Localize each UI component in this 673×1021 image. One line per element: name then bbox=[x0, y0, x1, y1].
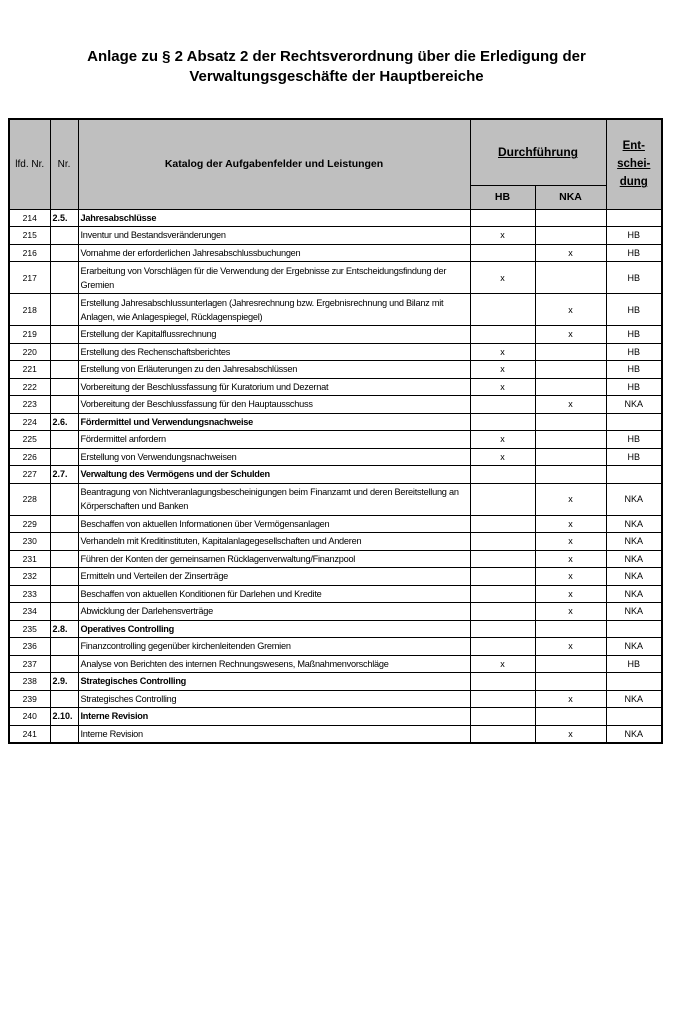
row-nr bbox=[50, 361, 78, 379]
table-row bbox=[9, 396, 662, 414]
row-lfd-nr: 235 bbox=[9, 620, 50, 638]
row-entscheidung: HB bbox=[606, 326, 662, 344]
row-hb bbox=[470, 209, 535, 227]
row-nka: x bbox=[535, 515, 606, 533]
row-nr bbox=[50, 638, 78, 656]
row-hb bbox=[470, 620, 535, 638]
row-nka bbox=[535, 448, 606, 466]
row-lfd-nr: 240 bbox=[9, 708, 50, 726]
row-lfd-nr: 241 bbox=[9, 725, 50, 743]
row-text: Vorbereitung der Beschlussfassung für den Hauptausschuss bbox=[78, 396, 470, 414]
row-nka: x bbox=[535, 725, 606, 743]
row-nr bbox=[50, 533, 78, 551]
table-row bbox=[9, 585, 662, 603]
row-lfd-nr: 225 bbox=[9, 431, 50, 449]
row-hb: x bbox=[470, 378, 535, 396]
section-row bbox=[9, 673, 662, 691]
row-lfd-nr: 219 bbox=[9, 326, 50, 344]
row-nr bbox=[50, 262, 78, 294]
row-lfd-nr: 222 bbox=[9, 378, 50, 396]
row-text: Strategisches Controlling bbox=[78, 690, 470, 708]
row-nr: 2.9. bbox=[50, 673, 78, 691]
row-nka bbox=[535, 620, 606, 638]
row-lfd-nr: 230 bbox=[9, 533, 50, 551]
section-row bbox=[9, 209, 662, 227]
row-hb bbox=[470, 585, 535, 603]
row-lfd-nr: 238 bbox=[9, 673, 50, 691]
row-entscheidung: HB bbox=[606, 244, 662, 262]
row-nr bbox=[50, 585, 78, 603]
row-entscheidung: HB bbox=[606, 227, 662, 245]
row-nr bbox=[50, 326, 78, 344]
row-nr bbox=[50, 294, 78, 326]
catalog-table bbox=[8, 118, 663, 744]
row-text: Analyse von Berichten des internen Rechnungswesens, Maßnahmenvorschläge bbox=[78, 655, 470, 673]
row-entscheidung: HB bbox=[606, 448, 662, 466]
row-nr bbox=[50, 396, 78, 414]
row-nka bbox=[535, 673, 606, 691]
row-lfd-nr: 216 bbox=[9, 244, 50, 262]
row-nka: x bbox=[535, 585, 606, 603]
row-nr bbox=[50, 244, 78, 262]
row-nr bbox=[50, 725, 78, 743]
row-hb: x bbox=[470, 431, 535, 449]
row-hb bbox=[470, 466, 535, 484]
row-nr bbox=[50, 568, 78, 586]
row-lfd-nr: 228 bbox=[9, 483, 50, 515]
header-nr: Nr. bbox=[50, 119, 78, 209]
table-row bbox=[9, 550, 662, 568]
row-nr: 2.5. bbox=[50, 209, 78, 227]
table-row bbox=[9, 483, 662, 515]
header-ent-line-1: Ent- bbox=[622, 140, 645, 153]
row-text: Inventur und Bestandsveränderungen bbox=[78, 227, 470, 245]
row-hb bbox=[470, 515, 535, 533]
row-nr bbox=[50, 227, 78, 245]
row-text: Ermitteln und Verteilen der Zinserträge bbox=[78, 568, 470, 586]
row-lfd-nr: 223 bbox=[9, 396, 50, 414]
row-nr bbox=[50, 690, 78, 708]
table-row bbox=[9, 361, 662, 379]
row-hb bbox=[470, 708, 535, 726]
row-lfd-nr: 215 bbox=[9, 227, 50, 245]
table-row bbox=[9, 655, 662, 673]
row-entscheidung: NKA bbox=[606, 690, 662, 708]
row-nka bbox=[535, 227, 606, 245]
row-nka bbox=[535, 262, 606, 294]
row-entscheidung: NKA bbox=[606, 568, 662, 586]
row-lfd-nr: 234 bbox=[9, 603, 50, 621]
row-lfd-nr: 239 bbox=[9, 690, 50, 708]
table-row bbox=[9, 294, 662, 326]
row-text: Beschaffen von aktuellen Informationen über Vermögensanlagen bbox=[78, 515, 470, 533]
row-text: Erstellung der Kapitalflussrechnung bbox=[78, 326, 470, 344]
row-text: Strategisches Controlling bbox=[78, 673, 470, 691]
header-nka: NKA bbox=[535, 185, 606, 209]
row-nka bbox=[535, 708, 606, 726]
row-lfd-nr: 218 bbox=[9, 294, 50, 326]
row-lfd-nr: 232 bbox=[9, 568, 50, 586]
row-hb: x bbox=[470, 262, 535, 294]
section-row bbox=[9, 708, 662, 726]
row-lfd-nr: 214 bbox=[9, 209, 50, 227]
title-line-1: Anlage zu § 2 Absatz 2 der Rechtsverordnung über die Erledigung der bbox=[87, 48, 586, 65]
header-durchfuehrung: Durchführung bbox=[470, 119, 606, 185]
row-nr: 2.8. bbox=[50, 620, 78, 638]
row-text: Operatives Controlling bbox=[78, 620, 470, 638]
row-nka: x bbox=[535, 483, 606, 515]
row-nr: 2.7. bbox=[50, 466, 78, 484]
row-lfd-nr: 220 bbox=[9, 343, 50, 361]
row-nka: x bbox=[535, 396, 606, 414]
row-entscheidung: NKA bbox=[606, 533, 662, 551]
row-text: Fördermittel anfordern bbox=[78, 431, 470, 449]
row-entscheidung bbox=[606, 209, 662, 227]
row-entscheidung: NKA bbox=[606, 725, 662, 743]
row-nka: x bbox=[535, 244, 606, 262]
row-lfd-nr: 229 bbox=[9, 515, 50, 533]
row-text: Beschaffen von aktuellen Konditionen für Darlehen und Kredite bbox=[78, 585, 470, 603]
row-nka: x bbox=[535, 690, 606, 708]
row-nka bbox=[535, 378, 606, 396]
row-nr bbox=[50, 483, 78, 515]
row-hb bbox=[470, 638, 535, 656]
row-text: Erarbeitung von Vorschlägen für die Verwendung der Ergebnisse zur Entscheidungsfindung der Gremien bbox=[78, 262, 470, 294]
row-nka bbox=[535, 655, 606, 673]
table-row bbox=[9, 244, 662, 262]
row-entscheidung: HB bbox=[606, 343, 662, 361]
table-row bbox=[9, 262, 662, 294]
row-entscheidung: NKA bbox=[606, 515, 662, 533]
table-row bbox=[9, 603, 662, 621]
title-line-2: Verwaltungsgeschäfte der Hauptbereiche bbox=[189, 68, 484, 85]
row-hb bbox=[470, 725, 535, 743]
row-text: Finanzcontrolling gegenüber kirchenleitenden Gremien bbox=[78, 638, 470, 656]
row-lfd-nr: 217 bbox=[9, 262, 50, 294]
row-entscheidung: HB bbox=[606, 294, 662, 326]
row-hb bbox=[470, 568, 535, 586]
row-hb bbox=[470, 550, 535, 568]
header-lfd-nr: lfd. Nr. bbox=[9, 119, 50, 209]
row-entscheidung bbox=[606, 673, 662, 691]
row-lfd-nr: 237 bbox=[9, 655, 50, 673]
section-row bbox=[9, 620, 662, 638]
row-hb bbox=[470, 413, 535, 431]
row-entscheidung bbox=[606, 413, 662, 431]
row-text: Interne Revision bbox=[78, 725, 470, 743]
row-nka bbox=[535, 343, 606, 361]
section-row bbox=[9, 466, 662, 484]
row-hb bbox=[470, 603, 535, 621]
row-hb bbox=[470, 244, 535, 262]
table-row bbox=[9, 533, 662, 551]
row-text: Erstellung Jahresabschlussunterlagen (Jahresrechnung bzw. Ergebnisrechnung und Bilanz mit Anlagen, wie Anlagespiegel, Rücklagenspiegel) bbox=[78, 294, 470, 326]
row-nka bbox=[535, 413, 606, 431]
row-nka: x bbox=[535, 294, 606, 326]
row-entscheidung: HB bbox=[606, 262, 662, 294]
table-row bbox=[9, 448, 662, 466]
row-lfd-nr: 226 bbox=[9, 448, 50, 466]
row-nka bbox=[535, 431, 606, 449]
row-text: Führen der Konten der gemeinsamen Rücklagenverwaltung/Finanzpool bbox=[78, 550, 470, 568]
header-ent-line-3: dung bbox=[619, 176, 648, 189]
table-row bbox=[9, 568, 662, 586]
row-entscheidung: NKA bbox=[606, 585, 662, 603]
row-hb bbox=[470, 673, 535, 691]
row-nka: x bbox=[535, 603, 606, 621]
row-text: Vorbereitung der Beschlussfassung für Kuratorium und Dezernat bbox=[78, 378, 470, 396]
row-lfd-nr: 227 bbox=[9, 466, 50, 484]
row-nr bbox=[50, 603, 78, 621]
row-nka: x bbox=[535, 533, 606, 551]
row-entscheidung: HB bbox=[606, 655, 662, 673]
row-entscheidung: NKA bbox=[606, 396, 662, 414]
row-nka: x bbox=[535, 326, 606, 344]
row-text: Erstellung von Verwendungsnachweisen bbox=[78, 448, 470, 466]
row-entscheidung bbox=[606, 708, 662, 726]
row-entscheidung: NKA bbox=[606, 603, 662, 621]
table-row bbox=[9, 227, 662, 245]
row-text: Vornahme der erforderlichen Jahresabschlussbuchungen bbox=[78, 244, 470, 262]
header-hb: HB bbox=[470, 185, 535, 209]
row-nka: x bbox=[535, 638, 606, 656]
catalog-rows bbox=[9, 209, 662, 743]
row-nr bbox=[50, 655, 78, 673]
row-entscheidung: HB bbox=[606, 431, 662, 449]
row-lfd-nr: 231 bbox=[9, 550, 50, 568]
table-row bbox=[9, 343, 662, 361]
row-nka bbox=[535, 209, 606, 227]
row-hb: x bbox=[470, 227, 535, 245]
header-entscheidung bbox=[606, 119, 662, 209]
row-hb bbox=[470, 294, 535, 326]
row-hb bbox=[470, 483, 535, 515]
row-hb: x bbox=[470, 343, 535, 361]
row-hb: x bbox=[470, 361, 535, 379]
table-row bbox=[9, 378, 662, 396]
table-row bbox=[9, 638, 662, 656]
row-nka bbox=[535, 361, 606, 379]
row-nr bbox=[50, 343, 78, 361]
row-entscheidung: HB bbox=[606, 378, 662, 396]
row-text: Jahresabschlüsse bbox=[78, 209, 470, 227]
document-title bbox=[0, 47, 673, 87]
row-text: Beantragung von Nichtveranlagungsbescheinigungen beim Finanzamt und deren Bereitstellung an Körperschaften und Banken bbox=[78, 483, 470, 515]
row-entscheidung bbox=[606, 466, 662, 484]
row-nka: x bbox=[535, 550, 606, 568]
table-row bbox=[9, 431, 662, 449]
row-hb bbox=[470, 326, 535, 344]
row-hb: x bbox=[470, 448, 535, 466]
row-nr bbox=[50, 431, 78, 449]
row-nr bbox=[50, 448, 78, 466]
row-nr: 2.10. bbox=[50, 708, 78, 726]
table-row bbox=[9, 725, 662, 743]
table-row bbox=[9, 326, 662, 344]
row-entscheidung bbox=[606, 620, 662, 638]
row-entscheidung: NKA bbox=[606, 638, 662, 656]
row-text: Abwicklung der Darlehensverträge bbox=[78, 603, 470, 621]
table-row bbox=[9, 690, 662, 708]
row-hb: x bbox=[470, 655, 535, 673]
table-row bbox=[9, 515, 662, 533]
row-text: Erstellung des Rechenschaftsberichtes bbox=[78, 343, 470, 361]
row-nr bbox=[50, 550, 78, 568]
header-ent-line-2: schei- bbox=[617, 158, 651, 171]
row-nka: x bbox=[535, 568, 606, 586]
row-lfd-nr: 233 bbox=[9, 585, 50, 603]
row-text: Verhandeln mit Kreditinstituten, Kapitalanlagegesellschaften und Anderen bbox=[78, 533, 470, 551]
row-nr bbox=[50, 378, 78, 396]
row-text: Interne Revision bbox=[78, 708, 470, 726]
row-entscheidung: NKA bbox=[606, 483, 662, 515]
row-lfd-nr: 236 bbox=[9, 638, 50, 656]
row-entscheidung: NKA bbox=[606, 550, 662, 568]
header-katalog: Katalog der Aufgabenfelder und Leistungen bbox=[78, 119, 470, 209]
row-hb bbox=[470, 690, 535, 708]
row-nka bbox=[535, 466, 606, 484]
row-text: Verwaltung des Vermögens und der Schulden bbox=[78, 466, 470, 484]
row-lfd-nr: 221 bbox=[9, 361, 50, 379]
row-text: Erstellung von Erläuterungen zu den Jahresabschlüssen bbox=[78, 361, 470, 379]
row-entscheidung: HB bbox=[606, 361, 662, 379]
row-nr bbox=[50, 515, 78, 533]
row-text: Fördermittel und Verwendungsnachweise bbox=[78, 413, 470, 431]
row-lfd-nr: 224 bbox=[9, 413, 50, 431]
row-hb bbox=[470, 533, 535, 551]
row-nr: 2.6. bbox=[50, 413, 78, 431]
row-hb bbox=[470, 396, 535, 414]
section-row bbox=[9, 413, 662, 431]
